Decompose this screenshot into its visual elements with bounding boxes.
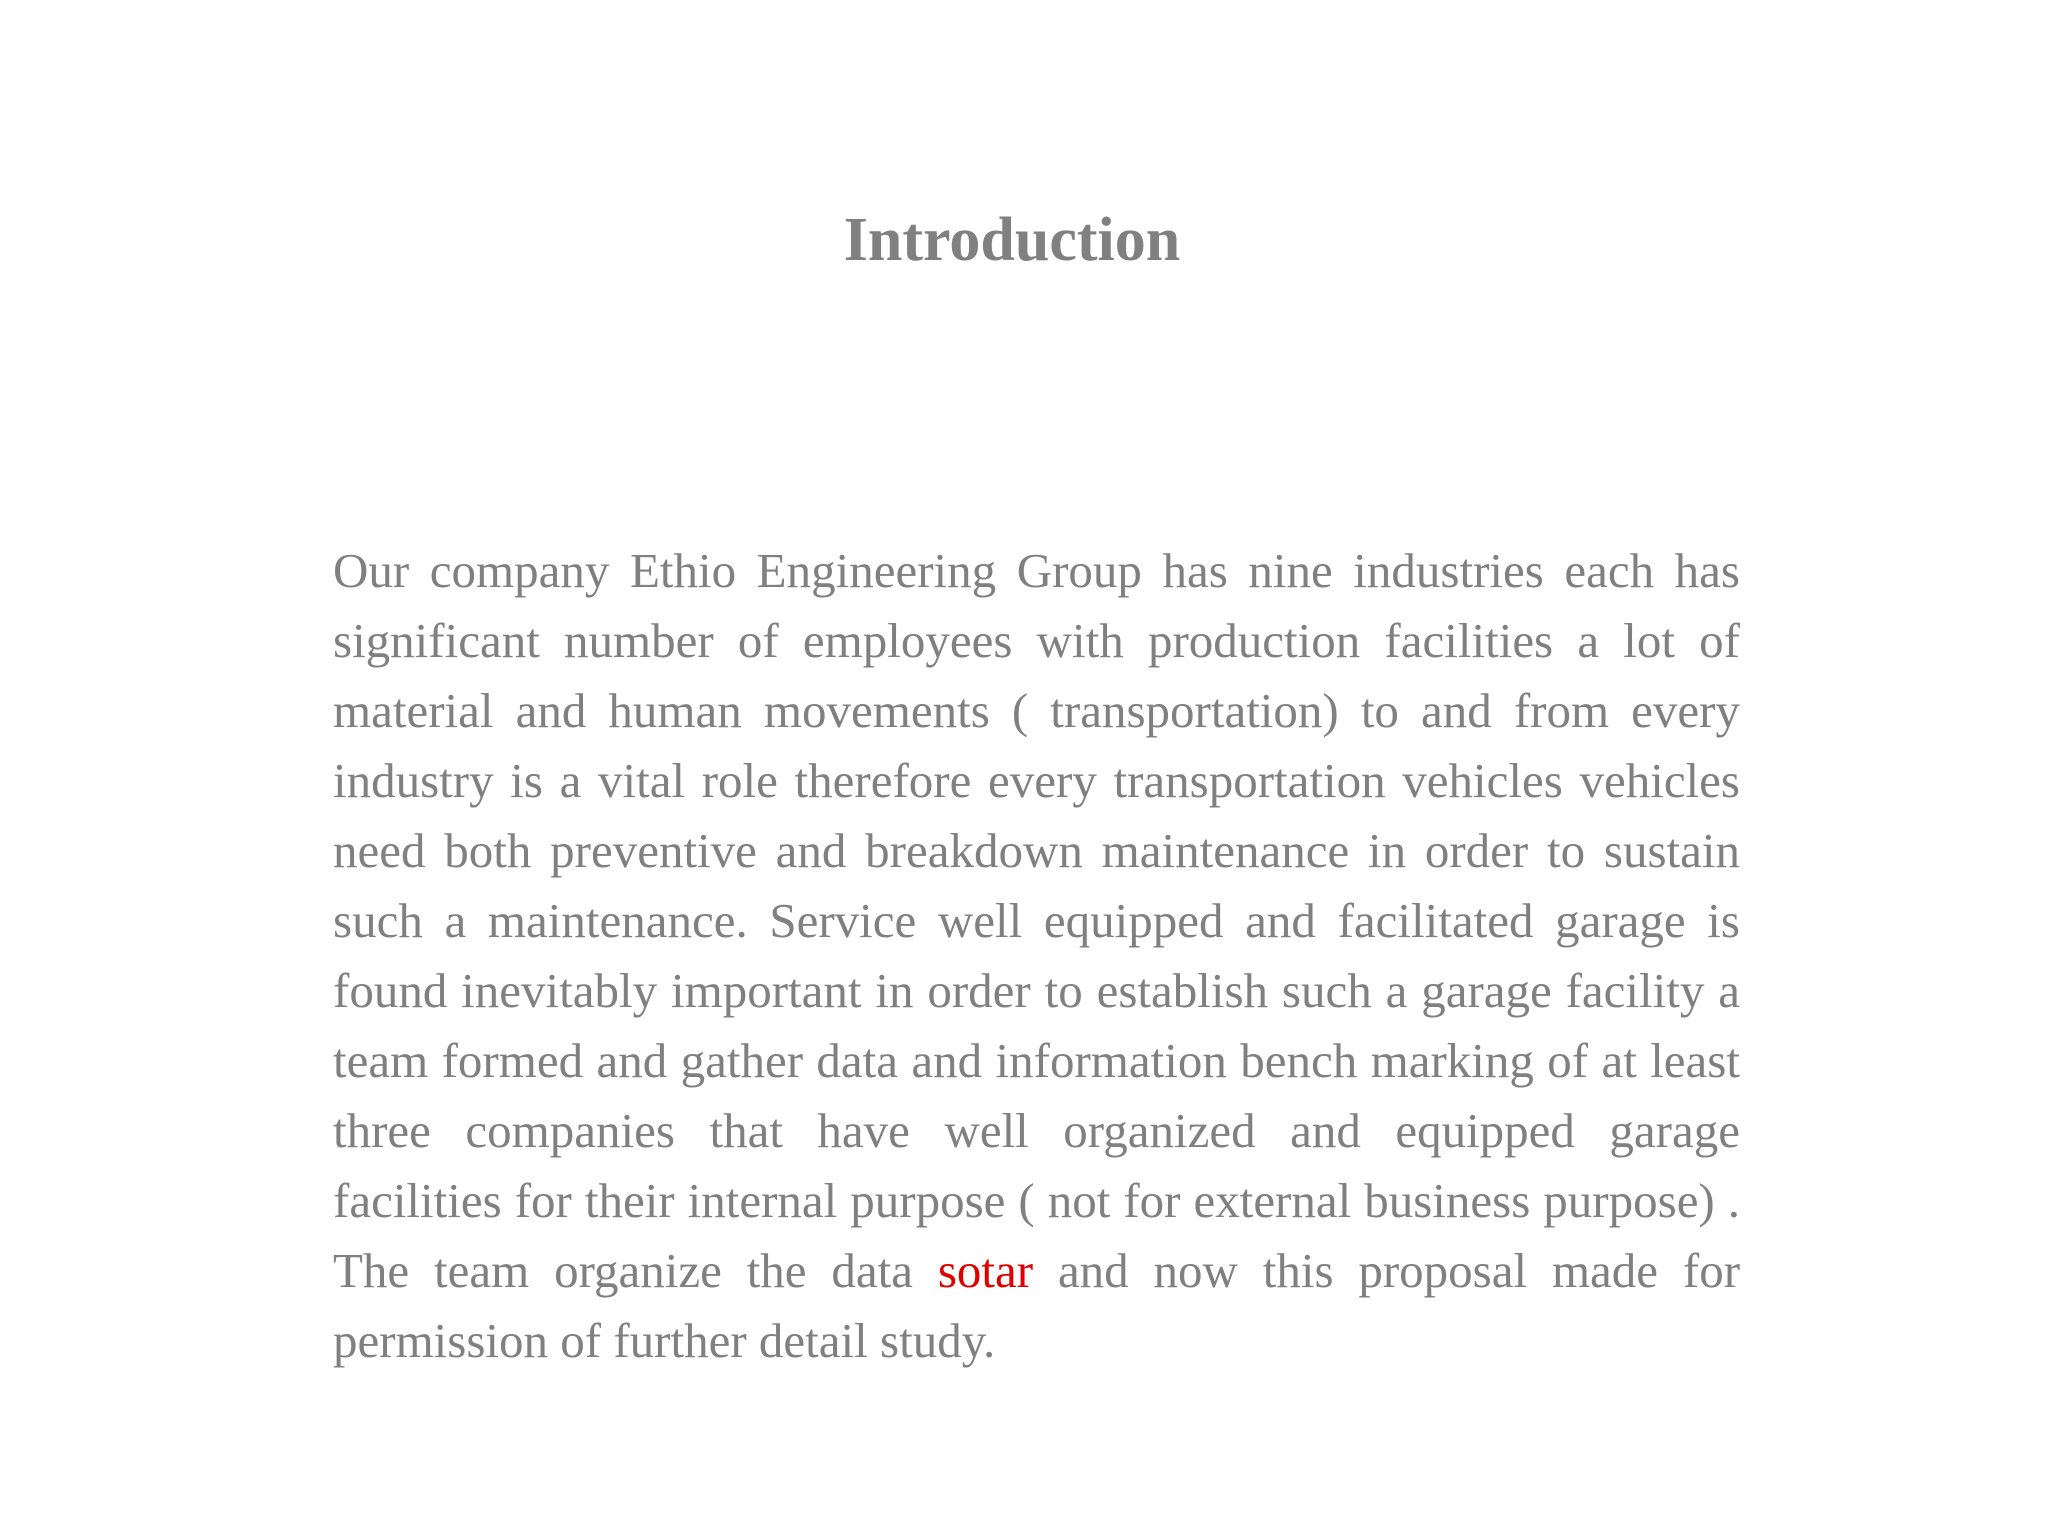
introduction-paragraph: [333, 536, 1740, 1376]
slide-title: [0, 200, 2048, 280]
paragraph-text-before: Our company Ethio Engineering Group has nine industries each has significant number of employees with production facilities a lot of material and human movements ( transportation) to and from every industry is a vital role therefore every transportation vehicles vehicles need both preventive and breakdown maintenance in order to sustain such a maintenance. Service well equipped and facilitated garage is found inevitably important in order to establish such a garage facility a team formed and gather data and information bench marking of at least three companies that have well organized and equipped garage facilities for their internal purpose ( not for external business purpose) . The team organize the data: [333, 543, 1740, 1298]
paragraph-text-after: and now this proposal made for permission of further detail study.: [333, 1243, 1741, 1368]
slide-title-text: Introduction: [843, 206, 1181, 274]
highlighted-word: sotar: [937, 1243, 1034, 1298]
